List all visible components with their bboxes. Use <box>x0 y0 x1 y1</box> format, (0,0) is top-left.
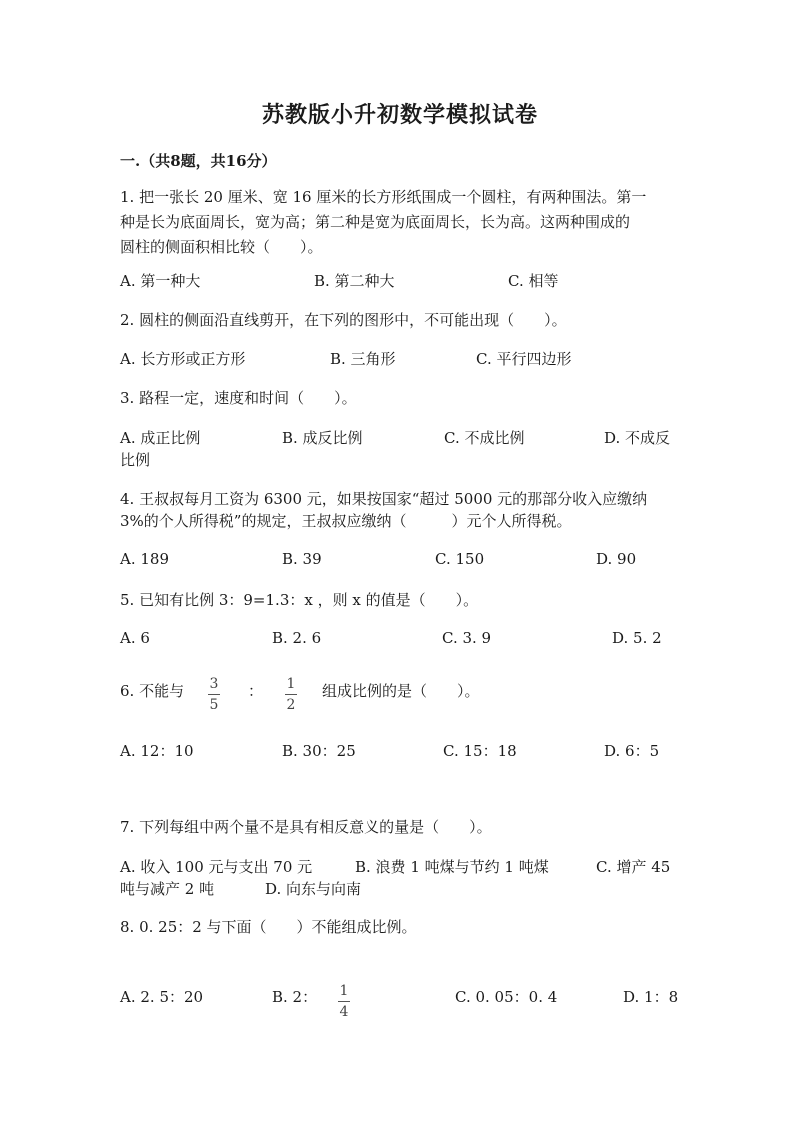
question-2-option-a[interactable]: A. 长方形或正方形 <box>120 350 246 368</box>
question-4-line-1: 4. 王叔叔每月工资为 6300 元，如果按国家“超过 5000 元的那部分收入应缴纳 <box>120 490 648 508</box>
fraction-bar <box>208 694 220 695</box>
fraction-one-quarter <box>338 982 350 1021</box>
question-1-option-b[interactable]: B. 第二种大 <box>314 272 395 290</box>
question-1-line-2: 种是长为底面周长，宽为高；第二种是宽为底面周长，长为高。这两种围成的 <box>120 213 631 231</box>
question-3-option-d[interactable]: D. 不成反 <box>604 429 671 447</box>
question-2-option-c[interactable]: C. 平行四边形 <box>476 350 572 368</box>
question-6-option-a[interactable]: A. 12：10 <box>120 742 194 760</box>
section-heading: 一.（共8题，共16分） <box>120 152 277 170</box>
question-4-option-c[interactable]: C. 150 <box>435 550 485 568</box>
question-7-option-b[interactable]: B. 浪费 1 吨煤与节约 1 吨煤 <box>355 858 549 876</box>
question-7-option-c-continued: 吨与减产 2 吨 <box>120 880 215 898</box>
fraction-three-fifths <box>208 675 220 714</box>
question-3-option-c[interactable]: C. 不成比例 <box>444 429 525 447</box>
question-7-line-1: 7. 下列每组中两个量不是具有相反意义的量是（ ）。 <box>120 818 492 836</box>
question-6-prefix: 6. 不能与 <box>120 682 185 700</box>
question-1-line-3: 圆柱的侧面积相比较（ ）。 <box>120 238 323 256</box>
question-4-option-a[interactable]: A. 189 <box>120 550 169 568</box>
question-5-option-c[interactable]: C. 3. 9 <box>442 629 492 647</box>
question-3-line-1: 3. 路程一定，速度和时间（ ）。 <box>120 389 357 407</box>
fraction-numerator: 1 <box>339 983 349 999</box>
question-8-line-1: 8. 0. 25：2 与下面（ ）不能组成比例。 <box>120 918 417 936</box>
question-5-option-d[interactable]: D. 5. 2 <box>612 629 662 647</box>
question-3-option-b[interactable]: B. 成反比例 <box>282 429 363 447</box>
question-8-option-c[interactable]: C. 0. 05：0. 4 <box>455 988 558 1006</box>
question-7-option-c[interactable]: C. 增产 45 <box>596 858 671 876</box>
question-8-option-a[interactable]: A. 2. 5：20 <box>120 988 204 1006</box>
question-6-suffix: 组成比例的是（ ）。 <box>322 682 480 700</box>
question-4-option-b[interactable]: B. 39 <box>282 550 322 568</box>
question-6-option-d[interactable]: D. 6：5 <box>604 742 660 760</box>
fraction-denominator: 4 <box>339 1004 349 1020</box>
question-1-line-1: 1. 把一张长 20 厘米、宽 16 厘米的长方形纸围成一个圆柱，有两种围法。第一 <box>120 188 647 206</box>
question-1-option-a[interactable]: A. 第一种大 <box>120 272 201 290</box>
question-5-line-1: 5. 已知有比例 3：9=1.3：x ，则 x 的值是（ ）。 <box>120 591 479 609</box>
question-6-option-b[interactable]: B. 30：25 <box>282 742 356 760</box>
question-4-option-d[interactable]: D. 90 <box>596 550 637 568</box>
question-1-option-c[interactable]: C. 相等 <box>508 272 559 290</box>
question-3-option-d-continued: 比例 <box>120 451 151 469</box>
question-4-line-2: 3%的个人所得税”的规定，王叔叔应缴纳（ ）元个人所得税。 <box>120 512 572 530</box>
question-5-option-b[interactable]: B. 2. 6 <box>272 629 322 647</box>
question-8-option-d[interactable]: D. 1：8 <box>623 988 679 1006</box>
question-7-option-d[interactable]: D. 向东与向南 <box>265 880 362 898</box>
fraction-numerator: 1 <box>286 676 296 692</box>
question-7-option-a[interactable]: A. 收入 100 元与支出 70 元 <box>120 858 313 876</box>
fraction-one-half <box>285 675 297 714</box>
question-2-line-1: 2. 圆柱的侧面沿直线剪开，在下列的图形中，不可能出现（ ）。 <box>120 311 567 329</box>
question-3-option-a[interactable]: A. 成正比例 <box>120 429 201 447</box>
fraction-bar <box>285 694 297 695</box>
question-2-option-b[interactable]: B. 三角形 <box>330 350 396 368</box>
fraction-denominator: 2 <box>286 697 296 713</box>
ratio-colon: ： <box>248 682 264 700</box>
fraction-bar <box>338 1001 350 1002</box>
question-5-option-a[interactable]: A. 6 <box>120 629 150 647</box>
fraction-denominator: 5 <box>209 697 219 713</box>
page-title: 苏教版小升初数学模拟试卷 <box>261 102 538 128</box>
question-8-option-b[interactable]: B. 2： <box>272 988 318 1006</box>
question-6-option-c[interactable]: C. 15：18 <box>443 742 517 760</box>
fraction-numerator: 3 <box>209 676 219 692</box>
